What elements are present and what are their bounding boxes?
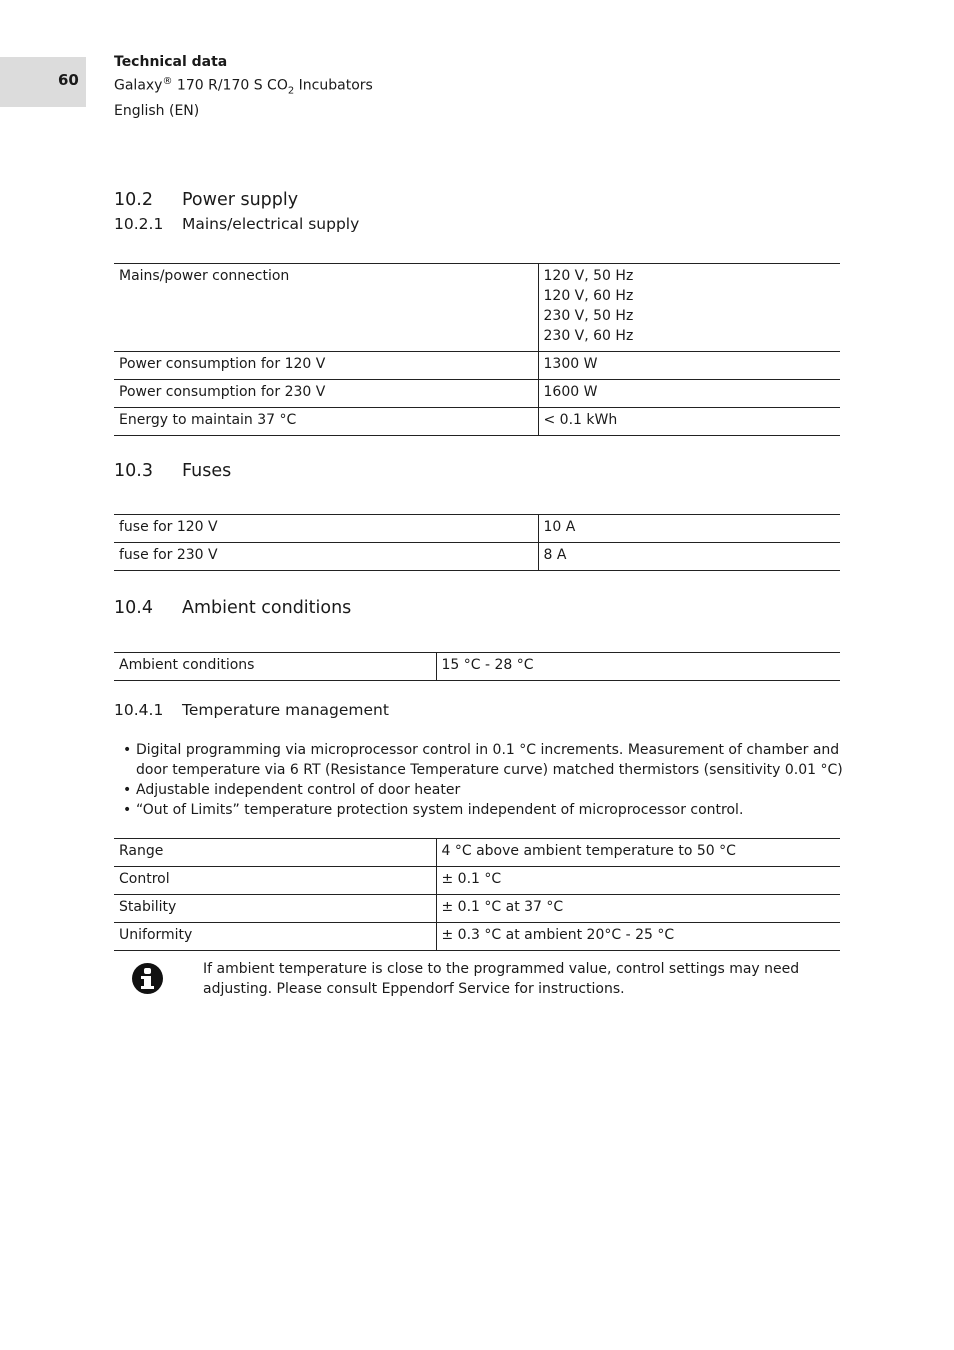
connection-value: 230 V, 50 Hz bbox=[543, 308, 634, 324]
header-language: English (EN) bbox=[114, 103, 200, 120]
list-item: • Adjustable independent control of door heater bbox=[114, 780, 844, 800]
table-cell-label: Uniformity bbox=[114, 923, 436, 951]
table-cell-value: 1600 W bbox=[538, 380, 840, 408]
heading-text: Fuses bbox=[182, 461, 232, 481]
table-cell-label: Power consumption for 120 V bbox=[114, 352, 538, 380]
heading-text: Temperature management bbox=[182, 701, 389, 719]
ambient-table bbox=[114, 652, 840, 681]
table-cell-label: Mains/power connection bbox=[114, 264, 538, 352]
table-cell-value: < 0.1 kWh bbox=[538, 408, 840, 436]
heading-mains bbox=[114, 215, 359, 233]
fuses-table bbox=[114, 514, 840, 571]
heading-number: 10.4.1 bbox=[114, 701, 164, 719]
table-row bbox=[114, 264, 840, 352]
connection-value: 120 V, 60 Hz bbox=[543, 288, 634, 304]
header-product bbox=[114, 72, 373, 101]
heading-fuses bbox=[114, 461, 231, 481]
connection-value: 230 V, 60 Hz bbox=[543, 328, 634, 344]
table-cell-label: Range bbox=[114, 839, 436, 867]
heading-text: Power supply bbox=[182, 190, 299, 210]
temperature-table bbox=[114, 838, 840, 951]
mains-table bbox=[114, 263, 840, 436]
table-cell-value bbox=[538, 264, 840, 352]
table-cell-label: fuse for 120 V bbox=[114, 515, 538, 543]
table-cell-value: 8 A bbox=[538, 543, 840, 571]
table-cell-value: ± 0.3 °C at ambient 20°C - 25 °C bbox=[436, 923, 840, 951]
heading-text: Ambient conditions bbox=[182, 598, 352, 618]
running-header bbox=[114, 52, 373, 121]
table-row bbox=[114, 923, 840, 951]
heading-text: Mains/electrical supply bbox=[182, 215, 360, 233]
table-cell-label: Stability bbox=[114, 895, 436, 923]
table-row bbox=[114, 380, 840, 408]
heading-temperature bbox=[114, 701, 389, 719]
heading-power-supply bbox=[114, 190, 298, 210]
table-row bbox=[114, 352, 840, 380]
heading-ambient bbox=[114, 598, 351, 618]
subscript-2: 2 bbox=[287, 85, 295, 97]
table-row bbox=[114, 408, 840, 436]
table-cell-label: Power consumption for 230 V bbox=[114, 380, 538, 408]
table-cell-value: 10 A bbox=[538, 515, 840, 543]
connection-value: 120 V, 50 Hz bbox=[543, 268, 634, 284]
list-item: • Digital programming via microprocessor control in 0.1 °C increments. Measurement of chamber and door temperature via 6 RT (Resistance Temperature curve) matched thermistors (sensitivity 0.01 °C) bbox=[114, 740, 844, 780]
page-number: 60 bbox=[58, 71, 79, 89]
table-cell-label: Energy to maintain 37 °C bbox=[114, 408, 538, 436]
table-row bbox=[114, 895, 840, 923]
heading-number: 10.3 bbox=[114, 461, 153, 481]
table-cell-label: fuse for 230 V bbox=[114, 543, 538, 571]
header-section-title: Technical data bbox=[114, 54, 228, 70]
table-cell-label: Control bbox=[114, 867, 436, 895]
table-cell-value: 4 °C above ambient temperature to 50 °C bbox=[436, 839, 840, 867]
product-model: 170 R/170 S CO bbox=[172, 77, 288, 94]
registered-mark: ® bbox=[162, 76, 173, 87]
table-cell-value: ± 0.1 °C at 37 °C bbox=[436, 895, 840, 923]
table-row bbox=[114, 543, 840, 571]
list-item: • “Out of Limits” temperature protection system independent of microprocessor control. bbox=[114, 800, 844, 820]
table-row bbox=[114, 653, 840, 681]
table-row bbox=[114, 839, 840, 867]
table-cell-value: 1300 W bbox=[538, 352, 840, 380]
table-cell-value: ± 0.1 °C bbox=[436, 867, 840, 895]
info-note: If ambient temperature is close to the programmed value, control settings may need adjusting. Please consult Eppendorf Service for instructions. bbox=[203, 961, 800, 997]
heading-number: 10.2 bbox=[114, 190, 153, 210]
heading-number: 10.4 bbox=[114, 598, 153, 618]
table-cell-value: 15 °C - 28 °C bbox=[436, 653, 840, 681]
heading-number: 10.2.1 bbox=[114, 215, 164, 233]
table-cell-label: Ambient conditions bbox=[114, 653, 436, 681]
table-row bbox=[114, 867, 840, 895]
info-icon bbox=[132, 963, 163, 994]
temperature-bullet-list bbox=[114, 740, 844, 820]
product-name: Galaxy bbox=[114, 77, 163, 94]
table-row bbox=[114, 515, 840, 543]
product-type: Incubators bbox=[294, 77, 373, 94]
